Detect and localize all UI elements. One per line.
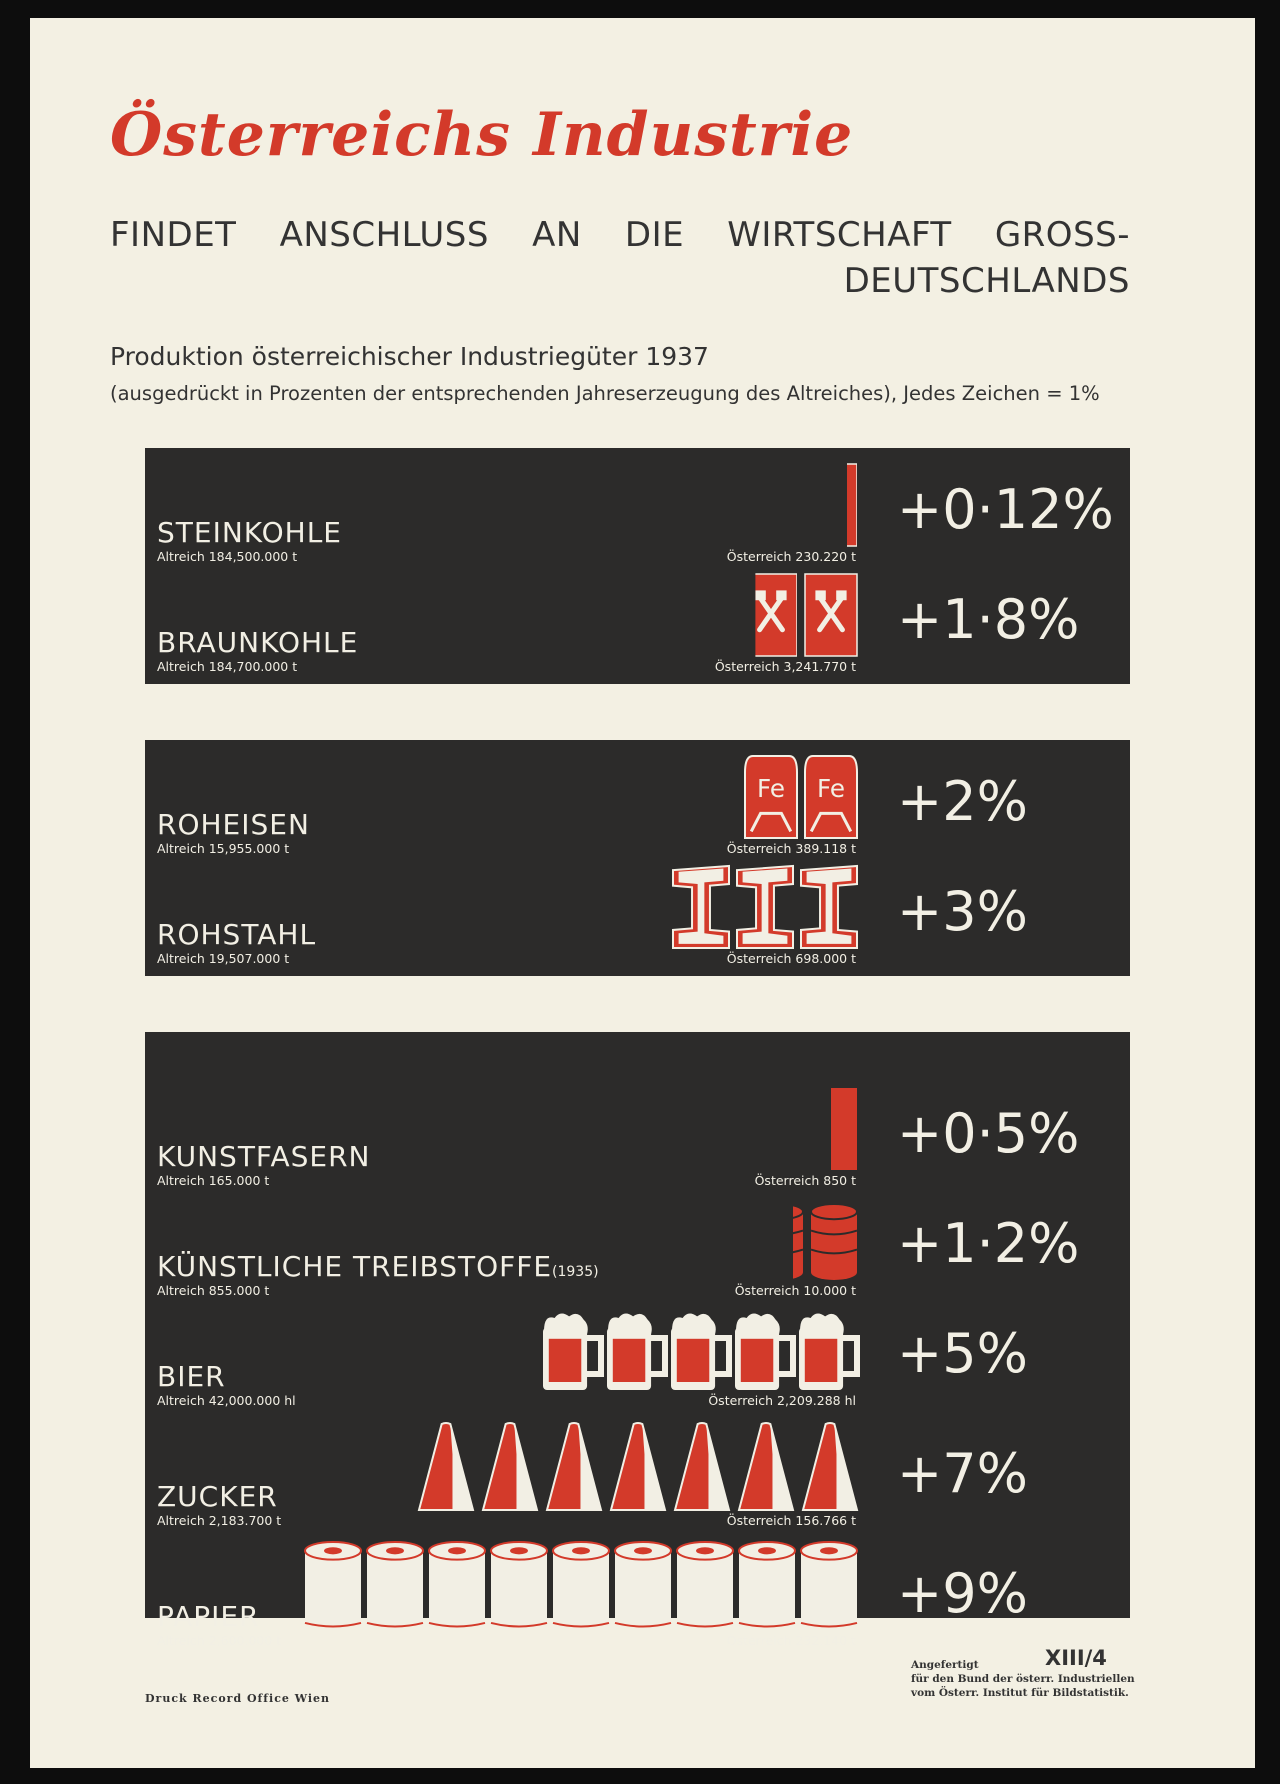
sheet-code: XIII/4 xyxy=(1045,1646,1107,1670)
category-label-text: STEINKOHLE xyxy=(157,516,342,549)
altreich-value: Altreich 184,700.000 t xyxy=(157,659,298,674)
percent-value: +0·12% xyxy=(897,478,1114,541)
oesterreich-value: Österreich 3,241.770 t xyxy=(714,659,856,674)
category-label-text: KÜNSTLICHE TREIBSTOFFE xyxy=(157,1250,553,1283)
poster-subtitle: FINDET ANSCHLUSS AN DIE WIRTSCHAFT GROSS-DEUTSCHLANDS xyxy=(110,215,1130,301)
percent-value: +5% xyxy=(897,1322,1028,1385)
printer-credit: Druck Record Office Wien xyxy=(145,1692,331,1705)
altreich-value: Altreich 42,000.000 hl xyxy=(157,1393,296,1408)
percent-value: +3% xyxy=(897,880,1028,943)
chart-row xyxy=(145,1424,1130,1528)
category-label xyxy=(157,1140,370,1173)
category-label xyxy=(157,626,358,659)
category-label-text: ZUCKER xyxy=(157,1480,278,1513)
category-label xyxy=(157,1360,226,1393)
category-year: (1935) xyxy=(552,1264,599,1280)
altreich-value: Altreich 855.000 t xyxy=(157,1283,270,1298)
altreich-value: Altreich 2,183.700 t xyxy=(157,1513,282,1528)
oesterreich-value: Österreich 232.140 t xyxy=(726,1633,856,1648)
chart-row xyxy=(145,752,1130,856)
oesterreich-value: Österreich 230.220 t xyxy=(726,549,856,564)
chart-row xyxy=(145,460,1130,564)
maker-credit-line: vom Österr. Institut für Bildstatistik. xyxy=(911,1687,1129,1699)
category-label xyxy=(157,1250,599,1283)
category-label-text: BRAUNKOHLE xyxy=(157,626,359,659)
category-label xyxy=(157,1600,260,1633)
percent-value: +7% xyxy=(897,1442,1028,1505)
chart-panel xyxy=(145,740,1130,976)
oesterreich-value: Österreich 10.000 t xyxy=(734,1283,856,1298)
category-label-text: BIER xyxy=(157,1360,226,1393)
oesterreich-value: Österreich 156.766 t xyxy=(726,1513,856,1528)
percent-value: +1·2% xyxy=(897,1212,1080,1275)
chart-row xyxy=(145,1084,1130,1188)
chart-row xyxy=(145,862,1130,966)
chart-description: Produktion österreichischer Industriegüter 1937 xyxy=(110,342,709,371)
chart-note: (ausgedrückt in Prozenten der entsprechenden Jahreserzeugung des Altreiches), Jedes Zeichen = 1% xyxy=(110,382,1100,405)
svg-text:Fe: Fe xyxy=(757,774,785,803)
chart-row xyxy=(145,1194,1130,1298)
chart-row xyxy=(145,1544,1130,1648)
maker-credit xyxy=(911,1658,1135,1700)
maker-credit-line: Angefertigt xyxy=(911,1659,979,1671)
category-label-text: PAPIER xyxy=(157,1600,260,1633)
svg-text:Fe: Fe xyxy=(817,774,845,803)
category-label xyxy=(157,516,342,549)
category-label-text: ROHEISEN xyxy=(157,808,310,841)
altreich-value: Altreich 165.000 t xyxy=(157,1173,270,1188)
altreich-value: Altreich 19,507.000 t xyxy=(157,951,290,966)
category-label-text: ROHSTAHL xyxy=(157,918,317,951)
category-label xyxy=(157,808,310,841)
chart-row xyxy=(145,1304,1130,1408)
category-label xyxy=(157,918,316,951)
chart-panel xyxy=(145,1032,1130,1648)
oesterreich-value: Österreich 389.118 t xyxy=(726,841,856,856)
oesterreich-value: Österreich 698.000 t xyxy=(726,951,856,966)
poster-title: Österreichs Industrie xyxy=(110,100,854,170)
oesterreich-value: Österreich 2,209.288 hl xyxy=(708,1393,856,1408)
percent-value: +0·5% xyxy=(897,1102,1080,1165)
maker-credit-line: für den Bund der österr. Industriellen xyxy=(911,1673,1135,1685)
chart-row xyxy=(145,570,1130,674)
category-label xyxy=(157,1480,278,1513)
altreich-value: Altreich 2,600.000 t xyxy=(157,1633,282,1648)
altreich-value: Altreich 184,500.000 t xyxy=(157,549,298,564)
chart-panel xyxy=(145,448,1130,684)
percent-value: +2% xyxy=(897,770,1028,833)
category-label-text: KUNSTFASERN xyxy=(157,1140,371,1173)
percent-value: +1·8% xyxy=(897,588,1080,651)
altreich-value: Altreich 15,955.000 t xyxy=(157,841,290,856)
oesterreich-value: Österreich 850 t xyxy=(754,1173,856,1188)
percent-value: +9% xyxy=(897,1562,1028,1625)
